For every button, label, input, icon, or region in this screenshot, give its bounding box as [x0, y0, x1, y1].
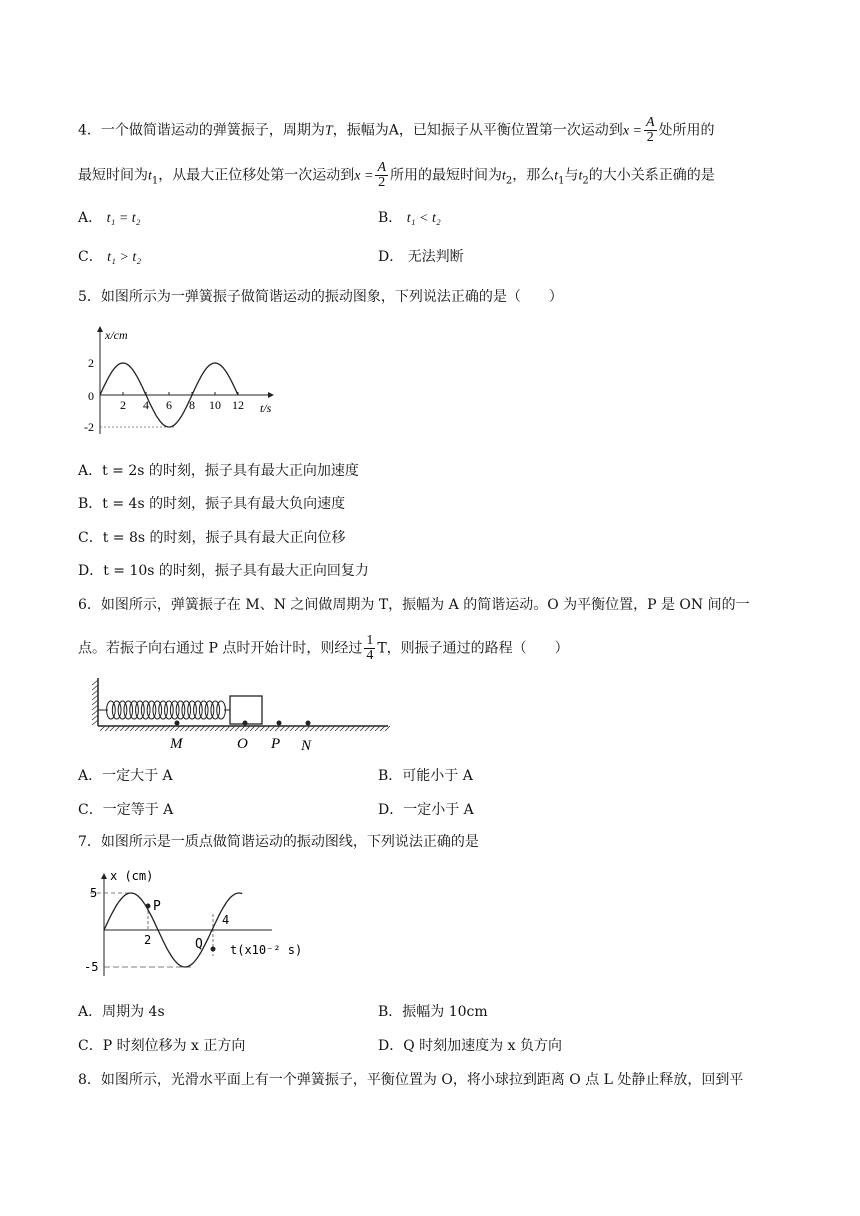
q4-x-eq: x = — [622, 123, 642, 139]
q7-ylabel: x (cm) — [110, 869, 154, 883]
q5-option-c: C．t = 8s 的时刻，振子具有最大正向位移 — [78, 530, 346, 546]
q6-option-a: A．一定大于 A — [78, 768, 173, 784]
q4-option-d: D． 无法判断 — [378, 249, 464, 265]
q7-option-b: B．振幅为 10cm — [378, 1004, 488, 1020]
q6-wall-hatch — [92, 710, 98, 715]
q6-wall-hatch — [92, 695, 98, 700]
q6-line-1: 6．如图所示，弹簧振子在 M、N 之间做周期为 T，振幅为 A 的简谐运动。O 为平衡位置，P 是 ON 间的一 — [78, 597, 750, 613]
q6-label-o: O — [237, 736, 248, 752]
q5-option-d: D．t = 10s 的时刻，振子具有最大正向回复力 — [78, 563, 369, 579]
q4-option-a: A． t₁ = t₂ — [78, 210, 141, 226]
q5-stem: 5．如图所示为一弹簧振子做简谐运动的振动图象，下列说法正确的是（ ） — [78, 289, 563, 305]
q4-text-1c: 处所用的 — [658, 122, 715, 139]
q7-point-p-dot — [146, 904, 151, 909]
q4-text-2b: ，从最大正位移处第一次运动到 — [158, 167, 355, 184]
q6-option-c: C．一定等于 A — [78, 802, 174, 818]
q4-fraction-a-over-2-b: $\frac{A}{2}$ — [377, 160, 386, 190]
q6-wall-hatch — [92, 705, 98, 710]
q6-wall-hatch — [92, 720, 98, 725]
q6-fraction-1-over-4: $\frac{1}{4}$ — [366, 633, 374, 663]
q4-text-2c: 所用的最短时间为 — [390, 167, 502, 184]
q5-xtick-label: 2 — [120, 398, 126, 412]
q5-xtick-label: 12 — [232, 398, 244, 412]
q5-xtick-label: 10 — [209, 398, 221, 412]
q5-ytick-0: 0 — [88, 389, 94, 403]
q7-xlabel: t(x10⁻² s) — [230, 943, 303, 957]
q6-point-n — [306, 721, 311, 726]
q7-xtick-2: 2 — [144, 933, 152, 947]
q5-graph-svg — [78, 322, 298, 447]
q6-line-2: 点。若振子向右通过 P 点时开始计时，则经过 $\frac{1}{4}$ T，则振子通过的路程（ ） — [78, 633, 569, 663]
q4-text-2a: 最短时间为 — [78, 167, 148, 184]
q7-option-a: A．周期为 4s — [78, 1004, 165, 1020]
q4-option-b: B． t₁ < t₂ — [378, 210, 441, 226]
q6-option-d: D．一定小于 A — [378, 802, 474, 818]
q6-point-p — [277, 721, 282, 726]
q7-xtick-4: 4 — [222, 913, 230, 927]
q4-period-symbol: T — [324, 123, 333, 139]
q4-fraction-a-over-2: $\frac{A}{2}$ — [645, 115, 655, 145]
q7-vibration-graph — [82, 866, 312, 981]
q7-ytick-5: 5 — [90, 886, 98, 900]
q5-xtick-label: 6 — [166, 398, 172, 412]
q6-wall-hatch — [92, 685, 98, 690]
q4-text-1b: ，振幅为A，已知振子从平衡位置第一次运动到 — [332, 122, 623, 139]
q7-ytick-neg5: -5 — [84, 960, 99, 974]
q6-wall-hatch — [92, 690, 98, 695]
q6-spring-diagram — [92, 676, 392, 756]
q6-label-n: N — [301, 738, 312, 754]
q7-option-c: C．P 时刻位移为 x 正方向 — [78, 1038, 246, 1054]
q5-ylabel: x/cm — [105, 328, 128, 342]
q7-point-q-dot — [211, 947, 216, 952]
q6-diagram-svg — [92, 676, 392, 756]
q7-label-p: P — [153, 899, 161, 914]
q5-ytick-neg2: -2 — [84, 420, 94, 434]
q7-option-d: D．Q 时刻加速度为 x 负方向 — [378, 1038, 562, 1054]
q6-wall-hatch — [92, 700, 98, 705]
q4-line-2: 最短时间为$t_1$，从最大正位移处第一次运动到x = $\frac{A}{2}$ 所用的最短时间为$t_2$，那么$t_1$与$t_2$的大小关系正确的是 — [78, 160, 715, 190]
q5-vibration-graph — [78, 322, 298, 447]
q5-xtick-label: 4 — [143, 398, 149, 412]
q7-label-q: Q — [195, 937, 203, 952]
q5-xlabel: t/s — [260, 401, 272, 415]
q6-label-m: M — [170, 736, 183, 752]
q7-stem: 7．如图所示是一质点做简谐运动的振动图线，下列说法正确的是 — [78, 834, 479, 850]
q7-graph-svg — [82, 866, 312, 981]
q6-block — [230, 696, 262, 724]
q6-wall-hatch — [92, 680, 98, 685]
q6-option-b: B．可能小于 A — [378, 768, 473, 784]
q6-label-p: P — [271, 736, 281, 752]
q8-line-1: 8．如图所示，光滑水平面上有一个弹簧振子，平衡位置为 O，将小球拉到距离 O 点 L 处静止释放，回到平 — [78, 1072, 744, 1088]
q4-text-1a: 4．一个做简谐运动的弹簧振子，周期为 — [78, 122, 325, 139]
q6-point-o — [243, 721, 248, 726]
q4-line-1 — [78, 116, 715, 145]
q5-option-a: A．t = 2s 的时刻，振子具有最大正向加速度 — [78, 463, 359, 479]
q6-point-m — [175, 721, 180, 726]
q5-option-b: B．t = 4s 的时刻，振子具有最大负向速度 — [78, 496, 346, 512]
q6-wall-hatch — [92, 715, 98, 720]
q6-spring — [98, 701, 230, 719]
q4-option-c: C． t₁ > t₂ — [78, 249, 142, 265]
q5-ytick-2: 2 — [88, 356, 94, 370]
q5-xtick-label: 8 — [189, 398, 195, 412]
